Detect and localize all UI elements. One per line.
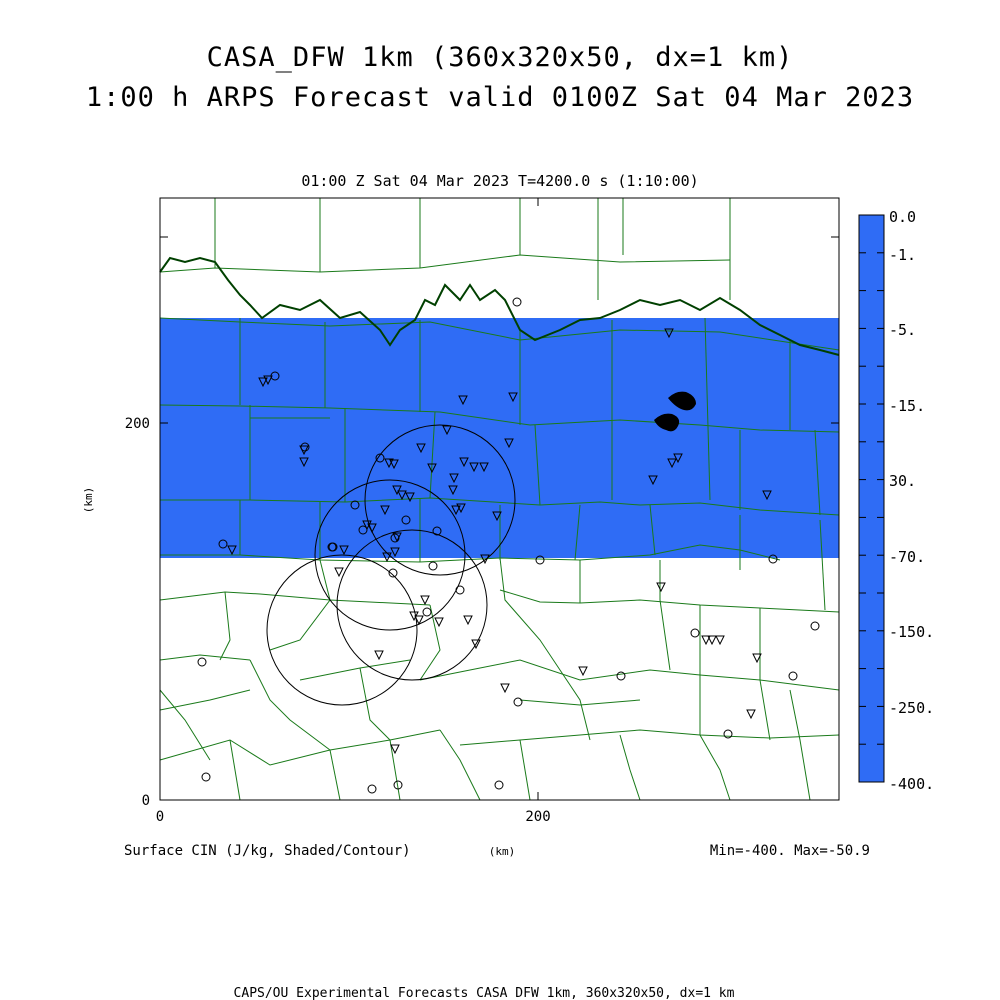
x-axis-unit: (km) [488,845,516,858]
footer-credit: CAPS/OU Experimental Forecasts CASA DFW 1km, 360x320x50, dx=1 km [233,986,735,1000]
colorbar-label: -1. [889,246,917,264]
colorbar-label: 30. [889,472,917,490]
y-tick-label: 200 [124,416,150,432]
colorbar-label: 0.0 [889,208,917,226]
x-tick-label: 0 [155,809,165,825]
colorbar-label: -150. [889,623,935,641]
x-tick-label: 200 [525,809,551,825]
colorbar-label: -5. [889,321,917,339]
min-max-stats: Min=-400. Max=-50.9 [709,843,870,859]
colorbar-label: -15. [889,397,926,415]
y-tick-label: 0 [141,793,150,809]
colorbar-label: -70. [889,548,926,566]
figure-title-line1: CASA_DFW 1km (360x320x50, dx=1 km) [206,42,794,73]
colorbar-label: -400. [889,775,935,793]
colorbar-fill [859,215,884,782]
colorbar-label: -250. [889,699,935,717]
figure-title-line2: 1:00 h ARPS Forecast valid 0100Z Sat 04 Mar 2023 [85,82,915,113]
field-label: Surface CIN (J/kg, Shaded/Contour) [124,843,411,859]
colorbar [859,215,884,782]
valid-time-label: 01:00 Z Sat 04 Mar 2023 T=4200.0 s (1:10:00) [301,172,699,190]
y-axis-unit: (km) [82,486,95,514]
